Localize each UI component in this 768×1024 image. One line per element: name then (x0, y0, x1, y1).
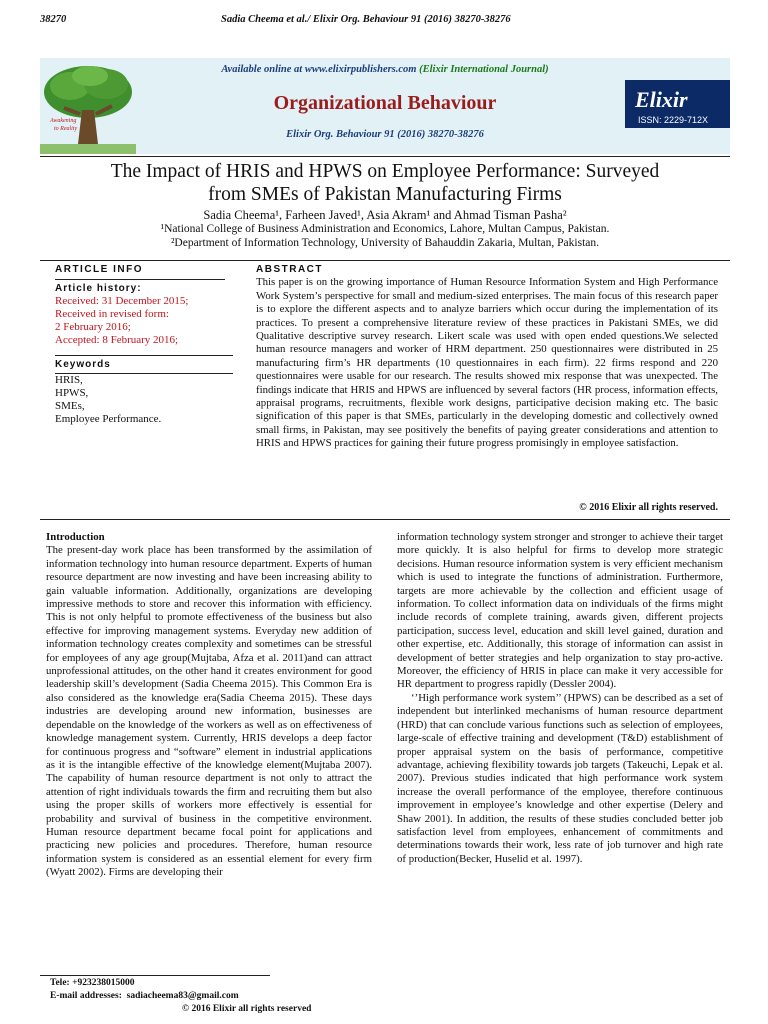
email-link[interactable]: sadiacheema83@gmail.com (126, 991, 239, 1001)
abstract-heading: ABSTRACT (256, 264, 323, 275)
availability-line: Available online at www.elixirpublishers.com (Elixir International Journal) (221, 64, 549, 75)
footnote-tele: Tele: +923238015000 (50, 978, 135, 988)
revised-date: 2 February 2016; (55, 321, 131, 333)
footer-copyright: © 2016 Elixir all rights reserved (182, 1004, 312, 1014)
keyword-item: Employee Performance. (55, 413, 162, 425)
running-citation: Sadia Cheema et al./ Elixir Org. Behaviour 91 (2016) 38270-38276 (221, 14, 511, 25)
elixir-logo-text: Elixir (635, 87, 688, 112)
tree-caption-1: Awakening (50, 118, 77, 124)
article-history-heading: Article history: (55, 283, 142, 294)
author-list: Sadia Cheema¹, Farheen Javed¹, Asia Akram¹ and Ahmad Tisman Pasha² (203, 208, 567, 222)
abstract-copyright: © 2016 Elixir all rights reserved. (579, 502, 718, 513)
issn: ISSN: 2229-712X (638, 115, 709, 125)
keyword-item: HPWS, (55, 387, 89, 399)
received-date: Received: 31 December 2015; (55, 295, 189, 307)
body-paragraph: information technology system stronger and stronger to achieve their target more quickly. It is also helpful for firms to develop more strategic decisions. Human resource information system is very efficient mechanism which is used to integrate the functions of administration. Furthermore, targets are more achievable by the collection and efficient usage of information. To collect information data on individuals of the firms might include records of complete training, awards given, different projects participation, success level, education and skill level gained, duration and other expertise, etc. Additionally, this storage of information can assist in development of better strategies and help organization to stay pro-active. Moreover, the efficiency of HRIS in place can make it very accessible for HR department to progress rapidly (Dessler 2004). (397, 531, 723, 691)
keywords-rule-top (55, 355, 233, 356)
journal-note: (Elixir International Journal) (419, 64, 549, 75)
keyword-item: SMEs, (55, 400, 85, 412)
journal-citation: Elixir Org. Behaviour 91 (2016) 38270-38276 (286, 129, 484, 140)
footnote-rule (40, 975, 270, 976)
affiliation-2: ²Department of Information Technology, University of Bahauddin Zakaria, Multan, Pakistan. (170, 237, 600, 249)
banner-rule (40, 156, 730, 157)
journal-title: Organizational Behaviour (273, 92, 497, 114)
elixir-logo-icon (625, 80, 730, 128)
body-column-left (46, 531, 372, 880)
body-paragraph: ‘’High performance work system’’ (HPWS) can be described as a set of independent but interlinked mechanisms of human resource department (HRD) that can conclude various functions such as selection of employees, large-scale of effective training and development (T&D) establishment of proper appraisal system on the basis of performance, competitive advantage, achieving flexibility towards job targets (Takeuchi, Lepak et al. 2007). Previous studies indicated that high performance work system increase the overall performance of the employee, therefore continuous improvement in employee’s knowledge and other expertise (Delery and Shaw 2001). In addition, the results of these studies concluded better job satisfaction level from employees, enhancement of commitments and determinations towards their work, less rate of job turnover and high rate of production(Becker, Huselid et al. 1997). (397, 691, 723, 865)
paper-title: The Impact of HRIS and HPWS on Employee Performance: Surveyed from SMEs of Pakistan Manufacturing Firms (110, 161, 660, 205)
article-info-rule (55, 279, 225, 280)
body-column-right (397, 531, 723, 866)
affiliation-1: ¹National College of Business Administration and Economics, Lahore, Multan Campus, Pakistan. (160, 223, 610, 235)
abstract-text: This paper is on the growing importance of Human Resource Information System and High Performance Work System’s perspective for small and medium-sized enterprises. The main focus of this research paper is to explore the different aspects and to analyze barriers which occur during the implementation of its practices. To present a comprehensive literature review of these practices in Pakistani SMEs, we did Qualitative descriptive survey research. Likert scale was used with open ended questions.We selected human resource managers and worker of HRM department. 250 questionnaires were distributed in 25 manufacturing firm’s HR departments (10 questionnaires in each firm). 22 firms respond and 220 questionnaires were usable for our research. The results showed mix response that was unexpected. The findings indicate that HRIS and HPWS are influenced by several factors (HR process, information effects, appraisal programs, recruitments, flexible work designs, participative decision making etc. The basic signification of this paper is that SMEs, particularly in the developing domestic and collectively owned small firms, in Pakistan, may see positively the benefits of paying greater considerations and attention to HRIS and HPWS practices for gaining their future progress promisingly in employee satisfaction. (256, 276, 718, 450)
tree-caption-2: to Reality (54, 126, 78, 132)
publisher-link[interactable]: www.elixirpublishers.com (304, 64, 417, 75)
body-paragraph: The present-day work place has been transformed by the assimilation of information technology into human resource department. Experts of human resource department are now investing and have been increasing ability to gain valuable information. Additionally, organizations are developing impressive methods to store and recover this information with efficiency. This is not only helpful to promote effectiveness of the business but also effective for improving management systems. Everyday new addition of information technology creates complexity and sometimes can be stressful for employees of any age group(Mujtaba, Afza et al. 2011)and can attract unprofessional attitudes, on the other hand it creates environment for good leadership skill’s development (Sadia Cheema 2015). This Common Era is also considered as the knowledge era(Sadia Cheema 2015). These days industries are developing around new information, businesses are dependable on the knowledge of the workers as well as on effectiveness of knowledge management system. Currently, HRIS develops a deep factor for continuous progress and “software” element in industrial applications as it is the intangible effective of the knowledge element(Mujtaba 2007). The capability of human resource department is not only to attract the attention of right individuals towards the firm and recruiting them but also using the proper skills of workers more effectively is essential for probability and survival of business in the competitive environment. Human resource department became focal point for applications and practicing new policies and procedures. Therefore, human resource information system is considered as an essential element for every firm (Wyatt 2002). Firms are developing their (46, 544, 372, 879)
revised-label: Received in revised form: (55, 308, 169, 320)
keyword-item: HRIS, (55, 374, 83, 386)
article-info-heading: ARTICLE INFO (55, 264, 143, 275)
keywords-heading: Keywords (55, 359, 111, 370)
article-info (55, 263, 235, 426)
abstract (256, 263, 718, 451)
accepted-date: Accepted: 8 February 2016; (55, 334, 179, 346)
page-number: 38270 (40, 14, 67, 25)
footnote-email: E-mail addresses: sadiacheema83@gmail.com (50, 991, 239, 1001)
section-heading-introduction: Introduction (46, 531, 105, 543)
